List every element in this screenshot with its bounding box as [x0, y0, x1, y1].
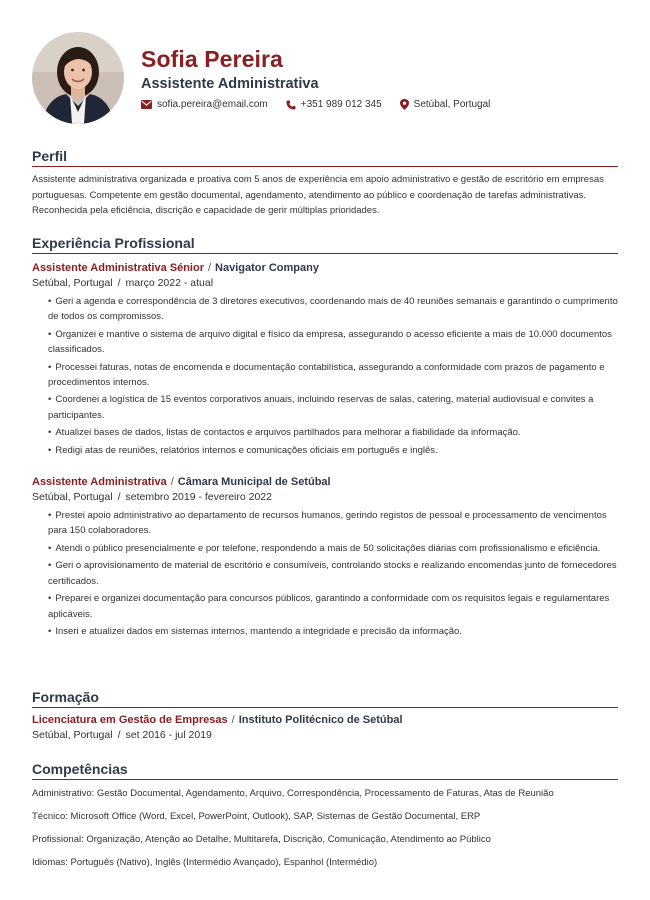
resume-header [32, 32, 622, 126]
section-title-experience: Experiência Profissional [32, 235, 618, 254]
education-period: set 2016 - jul 2019 [125, 729, 212, 741]
contact-phone[interactable] [286, 99, 382, 110]
job-period: setembro 2019 - fevereiro 2022 [125, 491, 272, 504]
school: Instituto Politécnico de Setúbal [238, 714, 403, 726]
contact-location [400, 99, 491, 110]
job-heading: Assistente Administrativa / Câmara Municipal de Setúbal [32, 476, 331, 489]
job-heading: Assistente Administrativa Sénior / Navigator Company [32, 262, 319, 274]
job-company: Navigator Company [215, 262, 319, 274]
list-item: • Atualizei bases de dados, listas de contactos e arquivos partilhados para melhorar a fiabilidade da informação. [48, 425, 618, 440]
education-meta: Setúbal, Portugal / set 2016 - jul 2019 [32, 729, 212, 741]
skills-section [32, 761, 618, 870]
list-item: • Preparei e organizei documentação para concursos públicos, garantindo a conformidade com os requisitos legais e regulamentares aplicáveis. [48, 591, 618, 622]
list-item: • Coordenei a logística de 15 eventos corporativos anuais, incluindo reservas de salas, catering, material audiovisual e convites a participantes. [48, 392, 618, 423]
profile-photo [32, 32, 124, 124]
skill-line: Administrativo: Gestão Documental, Agendamento, Arquivo, Correspondência, Processamento de Faturas, Atas de Reunião [32, 788, 554, 799]
job-title: Assistente Administrativa Sénior [32, 262, 204, 274]
list-item: • Geri a agenda e correspondência de 3 diretores executivos, coordenando mais de 40 reuniões semanais e garantindo o cumprimento de todos os compromissos. [48, 294, 618, 325]
section-title-education: Formação [32, 689, 618, 708]
skill-line: Técnico: Microsoft Office (Word, Excel, PowerPoint, Outlook), SAP, Sistemas de Gestão Documental, ERP [32, 811, 481, 822]
email-text: sofia.pereira@email.com [157, 99, 268, 110]
job-meta: Setúbal, Portugal / março 2022 - atual [32, 277, 214, 289]
phone-text: +351 989 012 345 [300, 99, 382, 110]
job-bullets [48, 508, 618, 639]
list-item: • Inseri e atualizei dados em sistemas internos, mantendo a integridade e precisão da informação. [48, 624, 618, 639]
job-meta: Setúbal, Portugal / setembro 2019 - fevereiro 2022 [32, 491, 272, 504]
contact-row [141, 99, 508, 110]
list-item: • Organizei e mantive o sistema de arquivo digital e físico da empresa, assegurando o acesso eficiente a mais de 10.000 documentos classificados. [48, 327, 618, 358]
job-bullets [48, 294, 618, 458]
location-pin-icon [400, 99, 409, 110]
list-item: • Prestei apoio administrativo ao departamento de recursos humanos, gerindo registos de pessoal e processamento de vencimentos para 150 colaboradores. [48, 508, 618, 539]
education-heading: Licenciatura em Gestão de Empresas / Instituto Politécnico de Setúbal [32, 714, 403, 726]
candidate-name: Sofia Pereira [141, 46, 283, 72]
skill-line: Profissional: Organização, Atenção ao Detalhe, Multitarefa, Discrição, Comunicação, Atendimento ao Público [32, 834, 491, 845]
job-period: março 2022 - atual [125, 277, 214, 289]
list-item: • Redigi atas de reuniões, relatórios internos e comunicações oficiais em português e inglês. [48, 443, 618, 458]
job-entry [32, 476, 618, 639]
job-entry [32, 262, 618, 458]
job-title: Assistente Administrativa [32, 476, 167, 489]
degree: Licenciatura em Gestão de Empresas [32, 714, 228, 726]
phone-icon [286, 100, 296, 110]
section-title-skills: Competências [32, 761, 618, 780]
education-section [32, 689, 618, 741]
list-item: • Processei faturas, notas de encomenda e documentação contabilística, assegurando a conformidade com prazos de pagamento e procedimentos internos. [48, 360, 618, 391]
list-item: • Geri o aprovisionamento de material de escritório e consumíveis, controlando stocks e realizando encomendas junto de fornecedores certificados. [48, 558, 618, 589]
profile-section [32, 148, 618, 219]
section-title-profile: Perfil [32, 148, 618, 167]
mail-icon [141, 100, 152, 109]
education-location: Setúbal, Portugal [32, 729, 113, 741]
location-text: Setúbal, Portugal [413, 99, 491, 110]
experience-section [32, 235, 618, 641]
job-company: Câmara Municipal de Setúbal [177, 476, 331, 489]
skill-line: Idiomas: Português (Nativo), Inglês (Intermédio Avançado), Espanhol (Intermédio) [32, 857, 378, 868]
job-location: Setúbal, Portugal [32, 277, 113, 289]
profile-text: Assistente administrativa organizada e proativa com 5 anos de experiência em apoio administrativo e gestão de escritório em empresas portuguesas. Competente em gestão documental, agendamento, atendimento ao público e coordenação de tarefas administrativas. Reconhecida pela eficiência, discrição e capacidade de gerir múltiplas prioridades. [32, 174, 604, 216]
job-location: Setúbal, Portugal [32, 491, 113, 504]
contact-email[interactable] [141, 99, 268, 110]
candidate-role: Assistente Administrativa [141, 76, 319, 92]
list-item: • Atendi o público presencialmente e por telefone, respondendo a mais de 50 solicitações diárias com profissionalismo e eficiência. [48, 541, 618, 556]
